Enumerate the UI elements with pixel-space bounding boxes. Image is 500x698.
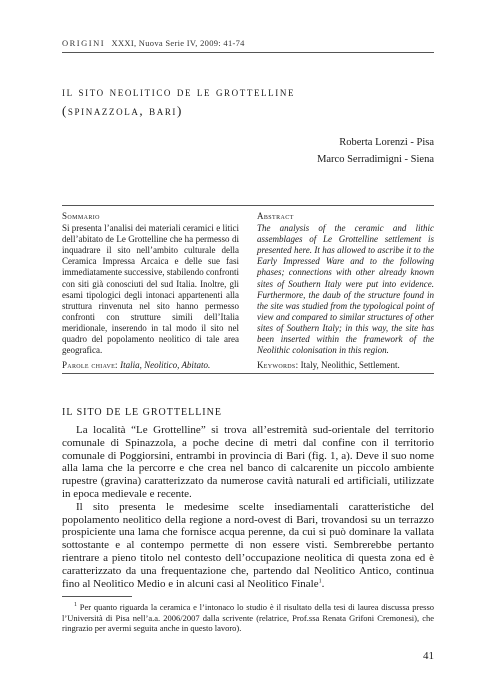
title-line-2: (spinazzola, bari) bbox=[62, 103, 183, 118]
footnote bbox=[62, 602, 434, 634]
abstract-english bbox=[257, 211, 434, 371]
author-1: Roberta Lorenzi - Pisa bbox=[339, 137, 434, 148]
main-text bbox=[62, 424, 434, 590]
footnote-reference[interactable]: 1 bbox=[318, 577, 322, 584]
footnote-rule bbox=[62, 596, 132, 597]
footnote-number: 1 bbox=[74, 602, 77, 609]
article-title bbox=[62, 82, 434, 120]
abstract-en-heading: Abstract bbox=[257, 211, 294, 221]
abstract-it-keywords bbox=[62, 360, 239, 371]
footnote-text: Per quanto riguarda la ceramica e l’intonaco lo studio è il risultato della tesi di laurea discussa presso l’Università di Pisa nell’a.a. 2006/2007 dalla scrivente (relatrice, Prof.ssa Renata Grifoni Cremonesi), che ringrazio per avermi seguita anche in questo lavoro). bbox=[62, 602, 435, 633]
keywords-en-label: Keywords: bbox=[257, 360, 299, 371]
paragraph-1: La località “Le Grottelline” si trova all’estremità sud-orientale del territorio comunale di Spinazzola, a poche decine di metri dal confine con il territorio comunale di Poggiorsini, entrambi in provincia di Bari (fig. 1, a). Deve il suo nome alla lama che la percorre e che crea nel banco di calcarenite un piccolo ambiente rupestre (gravina) caratterizzato da numerose cavità naturali ed artificiali, utilizzate in epoca medievale e recente. bbox=[62, 424, 434, 500]
author-2: Marco Serradimigni - Siena bbox=[317, 154, 434, 165]
authors-block bbox=[317, 134, 434, 168]
journal-name: ORIGINI bbox=[62, 38, 106, 48]
abstract-en-keywords bbox=[257, 360, 434, 371]
abstract-italian bbox=[62, 211, 239, 371]
issue-info: XXXI, Nuova Serie IV, 2009: 41-74 bbox=[111, 38, 245, 48]
keywords-en-values: Italy, Neolithic, Settlement. bbox=[300, 360, 400, 371]
title-line-1: il sito neolitico de le grottelline bbox=[62, 84, 296, 99]
abstract-it-heading: Sommario bbox=[62, 211, 100, 221]
footnote-body bbox=[62, 602, 434, 634]
journal-header bbox=[62, 38, 245, 48]
abstract-it-body: Si presenta l’analisi dei materiali ceramici e litici dell’abitato de Le Grottelline che ha permesso di inquadrare il sito nell’ambito culturale della Ceramica Impressa Arcaica e delle sue fasi immediatamente successive, stabilendo confronti con siti già conosciuti del sud Italia. Inoltre, gli esami tipologici degli intonaci appartenenti alla struttura rinvenuta nel sito hanno permesso confronti con strutture simili dell’Italia meridionale, inserendo in tal modo il sito nel quadro del popolamento neolitico di tale area geografica. bbox=[62, 223, 239, 356]
keywords-it-label: Parole chiave: bbox=[62, 360, 118, 371]
keywords-it-values: Italia, Neolitico, Abitato. bbox=[120, 360, 211, 371]
abstract-en-body: The analysis of the ceramic and lithic assemblages of Le Grottelline settlement is presented here. It has allowed to ascribe it to the Early Impressed Ware and to the following phases; connections with other already known sites of Southern Italy were put into evidence. Furthermore, the daub of the structure found in the site was studied from the typological point of view and compared to similar structures of other sites of Southern Italy; in this way, the site has been inserted within the framework of the Neolithic colonisation in this region. bbox=[257, 223, 434, 356]
abstract-top-rule bbox=[62, 205, 434, 206]
paragraph-2: Il sito presenta le medesime scelte insediamentali caratteristiche del popolamento neolitico della regione a nord-ovest di Bari, trovandosi su un terrazzo prospiciente una lama che fornisce acqua perenne, da cui si può dominare la vallata sottostante e al contempo permette di non essere visti. Sembrerebbe pertanto rientrare a pieno titolo nel contesto dell’occupazione neolitica di questa zona ed è caratterizzato da una frequentazione che, partendo dal Neolitico Antico, continua fino al Neolitico Medio e in alcuni casi al Neolitico Finale$^1$. bbox=[62, 500, 434, 590]
page-number: 41 bbox=[423, 650, 434, 662]
paragraph-2-text: Il sito presenta le medesime scelte insediamentali caratteristiche del popolamento neolitico della regione a nord-ovest di Bari, trovandosi su un terrazzo prospiciente una lama che fornisce acqua perenne, da cui si può dominare la vallata sottostante e al contempo permette di non essere visti. Sembrerebbe pertanto rientrare a pieno titolo nel contesto dell’occupazione neolitica di questa zona ed è caratterizzato da una frequentazione che, partendo dal Neolitico Antico, continua fino al Neolitico Medio e in alcuni casi al Neolitico Finale bbox=[62, 500, 434, 590]
abstract-bottom-rule bbox=[62, 373, 434, 374]
header-rule bbox=[62, 52, 434, 53]
section-title: IL SITO DE LE GROTTELLINE bbox=[62, 407, 222, 418]
